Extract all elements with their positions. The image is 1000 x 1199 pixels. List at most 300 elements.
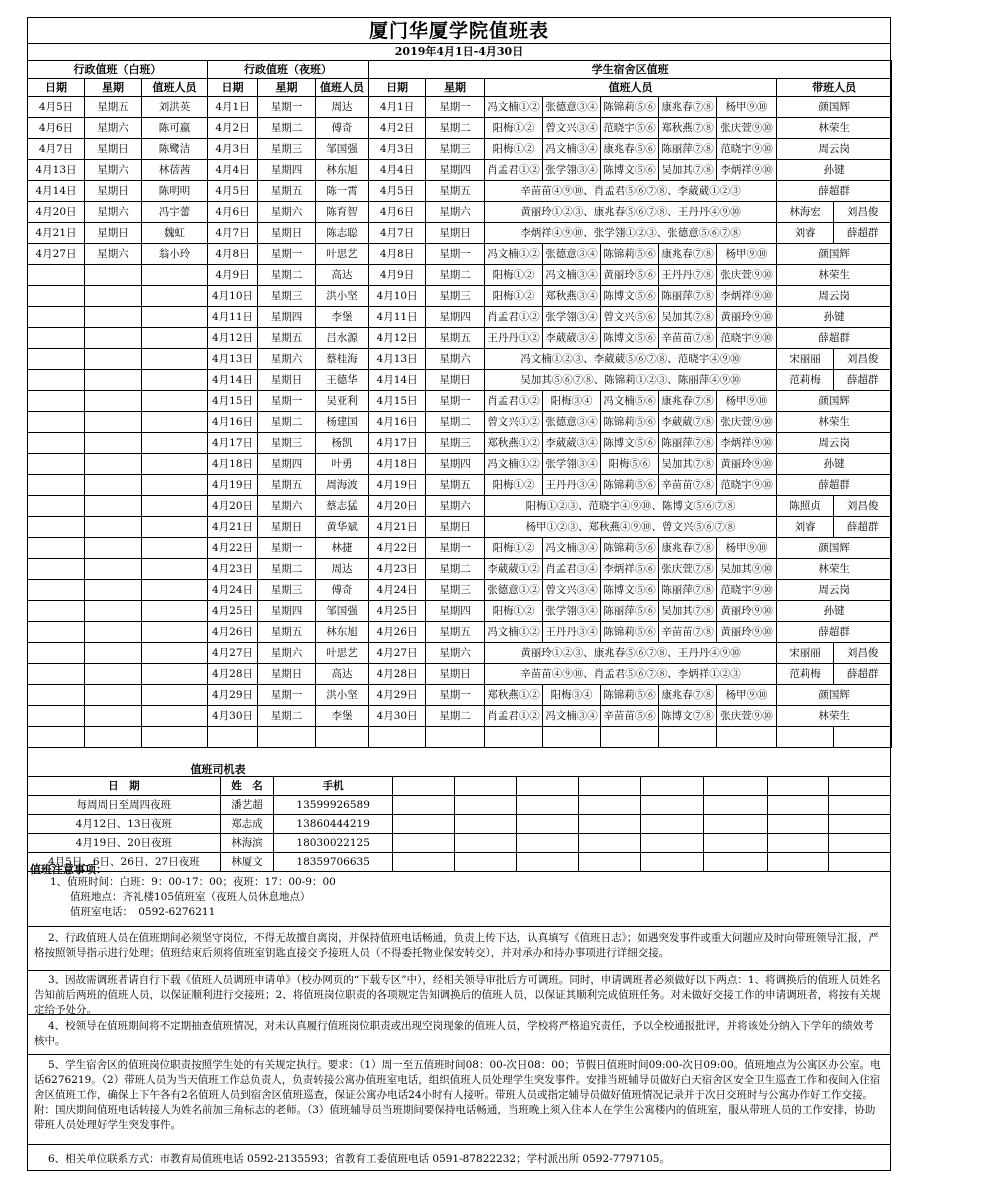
dorm-staff: 冯文楠③④ [543, 706, 601, 727]
dorm-staff: 吴加其⑦⑧ [659, 454, 717, 475]
night-staff: 王德华 [316, 370, 369, 391]
dorm-staff: 陈博文⑤⑥ [601, 328, 659, 349]
dorm-weekday: 星期四 [426, 307, 485, 328]
night-weekday: 星期三 [258, 286, 316, 307]
dorm-staff: 阳梅①② [485, 265, 543, 286]
night-date: 4月12日 [208, 328, 258, 349]
night-weekday: 星期二 [258, 118, 316, 139]
night-date: 4月3日 [208, 139, 258, 160]
col-date: 日期 [28, 79, 85, 97]
night-weekday: 星期四 [258, 454, 316, 475]
table-row [28, 454, 892, 475]
dorm-staff-merged: 黄丽玲①②③、康兆春⑤⑥⑦⑧、王丹丹④⑨⑩ [485, 643, 777, 664]
table-row [28, 160, 892, 181]
night-staff: 杨建国 [316, 412, 369, 433]
night-date: 4月9日 [208, 265, 258, 286]
night-date: 4月15日 [208, 391, 258, 412]
empty-cell [641, 853, 703, 872]
dorm-staff: 陈锦莉⑤⑥ [601, 412, 659, 433]
dorm-staff: 陈锦莉⑤⑥ [601, 538, 659, 559]
empty-cell [142, 643, 208, 664]
day-date: 4月20日 [28, 202, 85, 223]
table-row [28, 475, 892, 496]
dorm-date: 4月15日 [369, 391, 426, 412]
empty-cell [142, 580, 208, 601]
driver-date: 4月12日、13日夜班 [28, 815, 221, 834]
night-staff: 叶思艺 [316, 244, 369, 265]
dorm-weekday: 星期三 [426, 139, 485, 160]
dorm-weekday: 星期六 [426, 643, 485, 664]
dorm-staff: 张庆萱⑨⑩ [717, 265, 777, 286]
dorm-staff: 冯文楠①② [485, 622, 543, 643]
empty-cell [142, 433, 208, 454]
night-date: 4月2日 [208, 118, 258, 139]
empty-cell [28, 370, 85, 391]
table-row [28, 559, 892, 580]
empty-cell [485, 727, 543, 748]
empty-cell [85, 265, 142, 286]
empty-cell [28, 580, 85, 601]
dorm-staff-merged: 冯文楠①②③、李葳葳⑤⑥⑦⑧、范晓宇④⑨⑩ [485, 349, 777, 370]
night-weekday: 星期四 [258, 601, 316, 622]
dorm-staff: 王丹丹①② [485, 328, 543, 349]
col-date: 日期 [369, 79, 426, 97]
night-date: 4月30日 [208, 706, 258, 727]
lead-staff: 刘昌俊 [834, 349, 892, 370]
empty-cell [142, 685, 208, 706]
table-row [28, 118, 892, 139]
empty-cell [28, 664, 85, 685]
note-1-time: 1、值班时间：白班：9：00-17：00；夜班：17：00-9：00 [50, 876, 336, 888]
empty-cell [393, 834, 455, 853]
night-date: 4月29日 [208, 685, 258, 706]
night-weekday: 星期六 [258, 349, 316, 370]
empty-cell [85, 328, 142, 349]
empty-cell [393, 853, 455, 872]
night-staff: 周达 [316, 97, 369, 118]
empty-cell [28, 412, 85, 433]
table-row [28, 244, 892, 265]
dorm-staff: 郑秋燕⑦⑧ [659, 118, 717, 139]
empty-cell [517, 853, 579, 872]
empty-cell [28, 685, 85, 706]
night-weekday: 星期三 [258, 433, 316, 454]
dorm-weekday: 星期日 [426, 223, 485, 244]
dorm-staff: 张德意①② [485, 580, 543, 601]
lead-staff: 林海宏 [777, 202, 834, 223]
dorm-staff: 阳梅①② [485, 286, 543, 307]
dorm-staff: 陈博文⑤⑥ [601, 580, 659, 601]
dorm-date: 4月26日 [369, 622, 426, 643]
table-row [28, 706, 892, 727]
empty-cell [85, 580, 142, 601]
night-weekday: 星期三 [258, 580, 316, 601]
note-5-text: 5、学生宿舍区的值班岗位职责按照学生处的有关规定执行。要求：（1）周一至五值班时间08：00-次日08：00；节假日值班时间09:00-次日09:00。值班地点为公寓区办公室。电话6276219。（2）带班人员为当天值班工作总负责人，负责转接公寓办值班室电话，组织值班人员处理学生突发事件。安排当班辅导员做好白天宿舍区安全卫生巡查工作和夜间入住宿舍区值班工作，确保上下午各有2名值班人员到宿舍区值班巡查，保证公寓办电话24小时有人接听。带班人员或指定辅导员做好值班情况记录并于次日交班时与公寓办作好工作交接。附：国庆期间值班电话转接人为姓名前加三角标志的老师。（3）值班辅导员当班期间要保持电话畅通，当班晚上须入住本人在学生公寓楼内的值班室，服从带班人员的工作安排，协助带班人员处理好学生突发事件。 [34, 1059, 881, 1131]
duty-schedule-sheet [27, 17, 891, 1171]
note-1-place: 值班地点：齐礼楼105值班室（夜班人员休息地点） [70, 891, 311, 903]
note-5 [28, 1054, 890, 1142]
dorm-date: 4月22日 [369, 538, 426, 559]
empty-cell [85, 454, 142, 475]
dorm-staff: 冯文楠①② [485, 454, 543, 475]
empty-cell [142, 517, 208, 538]
night-staff: 蔡志猛 [316, 496, 369, 517]
night-weekday: 星期二 [258, 412, 316, 433]
night-weekday: 星期一 [258, 538, 316, 559]
empty-cell [28, 559, 85, 580]
dorm-staff: 郑秋燕③④ [543, 286, 601, 307]
empty-cell [142, 370, 208, 391]
dorm-staff-merged: 吴加其⑤⑥⑦⑧、陈锦莉①②③、陈丽萍④⑨⑩ [485, 370, 777, 391]
dorm-date: 4月30日 [369, 706, 426, 727]
day-staff: 陈明明 [142, 181, 208, 202]
dorm-date: 4月6日 [369, 202, 426, 223]
dorm-weekday: 星期一 [426, 538, 485, 559]
dorm-staff: 黄丽玲⑤⑥ [601, 265, 659, 286]
lead-staff: 薛超群 [834, 517, 892, 538]
empty-cell [316, 727, 369, 748]
col-date: 日期 [208, 79, 258, 97]
table-row [28, 391, 892, 412]
lead-staff: 刘睿 [777, 517, 834, 538]
table-row [28, 412, 892, 433]
empty-cell [767, 796, 828, 815]
lead-staff: 范莉梅 [777, 370, 834, 391]
dorm-staff: 陈丽萍⑦⑧ [659, 433, 717, 454]
empty-cell [828, 815, 890, 834]
empty-cell [767, 834, 828, 853]
night-weekday: 星期日 [258, 370, 316, 391]
lead-staff: 林荣生 [777, 412, 892, 433]
table-row [28, 139, 892, 160]
dorm-date: 4月21日 [369, 517, 426, 538]
dorm-staff: 张学翎③④ [543, 160, 601, 181]
night-staff: 邹国强 [316, 139, 369, 160]
dorm-staff-merged: 杨甲①②③、郑秋燕④⑨⑩、曾文兴⑤⑥⑦⑧ [485, 517, 777, 538]
lead-staff: 薛超群 [777, 328, 892, 349]
note-6 [28, 1144, 890, 1171]
dorm-staff: 张学翎③④ [543, 454, 601, 475]
night-staff: 高达 [316, 265, 369, 286]
empty-cell [142, 664, 208, 685]
dorm-staff: 李葳葳③④ [543, 328, 601, 349]
day-weekday: 星期五 [85, 97, 142, 118]
lead-staff: 刘昌俊 [834, 202, 892, 223]
driver-row [28, 853, 891, 872]
table-row [28, 601, 892, 622]
dorm-staff: 李炳祥⑨⑩ [717, 160, 777, 181]
dorm-staff: 陈博文⑤⑥ [601, 286, 659, 307]
empty-cell [828, 796, 890, 815]
dorm-weekday: 星期二 [426, 265, 485, 286]
night-staff: 吕水源 [316, 328, 369, 349]
lead-staff: 颜国辉 [777, 538, 892, 559]
dorm-weekday: 星期二 [426, 118, 485, 139]
driver-name: 郑志成 [220, 815, 274, 834]
table-row [28, 727, 892, 748]
dorm-staff: 黄丽玲⑨⑩ [717, 622, 777, 643]
lead-staff: 林荣生 [777, 118, 892, 139]
note-4 [28, 1014, 890, 1052]
empty-cell [28, 454, 85, 475]
driver-table-title: 值班司机表 [190, 763, 246, 776]
dorm-staff: 李炳祥⑨⑩ [717, 286, 777, 307]
night-weekday: 星期三 [258, 139, 316, 160]
night-staff: 高达 [316, 664, 369, 685]
dorm-weekday: 星期二 [426, 412, 485, 433]
dorm-weekday: 星期一 [426, 97, 485, 118]
empty-cell [85, 370, 142, 391]
lead-staff: 薛超群 [834, 664, 892, 685]
page-title: 厦门华厦学院值班表 [28, 18, 890, 44]
night-weekday: 星期日 [258, 517, 316, 538]
empty-cell [85, 559, 142, 580]
empty-cell [85, 496, 142, 517]
day-date: 4月7日 [28, 139, 85, 160]
empty-cell [142, 706, 208, 727]
driver-col-date: 日 期 [28, 777, 221, 796]
night-date: 4月1日 [208, 97, 258, 118]
dorm-staff: 范晓宇⑤⑥ [601, 118, 659, 139]
night-date: 4月10日 [208, 286, 258, 307]
dorm-staff: 张学翎③④ [543, 601, 601, 622]
empty-cell [579, 796, 641, 815]
empty-cell [85, 349, 142, 370]
empty-cell [517, 796, 579, 815]
dorm-weekday: 星期四 [426, 160, 485, 181]
dorm-staff: 王丹丹③④ [543, 622, 601, 643]
col-lead: 带班人员 [777, 79, 892, 97]
dorm-staff: 康兆春⑦⑧ [659, 685, 717, 706]
lead-staff: 刘昌俊 [834, 496, 892, 517]
dorm-staff: 肖孟君③④ [543, 559, 601, 580]
night-weekday: 星期五 [258, 475, 316, 496]
table-row [28, 664, 892, 685]
day-staff: 陈可嬴 [142, 118, 208, 139]
night-date: 4月19日 [208, 475, 258, 496]
empty-cell [142, 328, 208, 349]
dorm-staff: 张庆萱⑨⑩ [717, 118, 777, 139]
empty-cell [85, 517, 142, 538]
night-staff: 周达 [316, 559, 369, 580]
dorm-staff: 阳梅①② [485, 139, 543, 160]
dorm-staff: 冯文楠③④ [543, 139, 601, 160]
empty-cell [142, 265, 208, 286]
driver-col-name: 姓 名 [220, 777, 274, 796]
empty-cell [208, 727, 258, 748]
dorm-staff: 张学翎③④ [543, 307, 601, 328]
night-weekday: 星期一 [258, 244, 316, 265]
dorm-date: 4月17日 [369, 433, 426, 454]
dorm-staff: 王丹丹⑦⑧ [659, 265, 717, 286]
note-2-text: 2、行政值班人员在值班期间必须坚守岗位，不得无故擅自离岗，并保持值班电话畅通，负责上传下达，认真填写《值班日志》；如遇突发事件或重大问题应及时向带班领导汇报，严格按照领导指示进行处理；值班结束后须将值班室钥匙直接交予接班人员（不得委托物业保安转交），并对承办和待办事项进行详细交接。 [34, 932, 879, 959]
empty-cell [517, 815, 579, 834]
note-4-text: 4、校领导在值班期间将不定期抽查值班情况，对未认真履行值班岗位职责或出现空岗现象的值班人员，学校将严格追究责任，予以全校通报批评，并将该处分纳入下学年的绩效考核中。 [34, 1020, 874, 1047]
empty-cell [834, 727, 892, 748]
night-staff: 杨凯 [316, 433, 369, 454]
dorm-staff: 曾文兴③④ [543, 580, 601, 601]
day-staff: 刘洪英 [142, 97, 208, 118]
empty-cell [703, 834, 767, 853]
night-staff: 洪小坚 [316, 685, 369, 706]
dorm-staff: 陈博文⑤⑥ [601, 160, 659, 181]
dorm-staff: 冯文楠⑤⑥ [601, 391, 659, 412]
empty-cell [142, 391, 208, 412]
dorm-staff: 杨甲⑨⑩ [717, 538, 777, 559]
dorm-staff: 张庆萱⑨⑩ [717, 412, 777, 433]
note-6-text: 6、相关单位联系方式：市教育局值班电话 0592-2135593；省教育工委值班电话 0591-87822232；学村派出所 0592-7797105。 [48, 1153, 670, 1165]
night-weekday: 星期四 [258, 160, 316, 181]
dorm-staff: 陈丽萍⑦⑧ [659, 286, 717, 307]
night-date: 4月20日 [208, 496, 258, 517]
table-row [28, 307, 892, 328]
empty-cell [393, 815, 455, 834]
dorm-staff: 康兆春⑦⑧ [659, 244, 717, 265]
day-weekday: 星期六 [85, 160, 142, 181]
dorm-date: 4月11日 [369, 307, 426, 328]
dorm-staff: 曾文兴⑤⑥ [601, 307, 659, 328]
night-staff: 吴亚利 [316, 391, 369, 412]
dorm-staff: 阳梅③④ [543, 391, 601, 412]
empty-cell [85, 727, 142, 748]
table-row [28, 517, 892, 538]
empty-cell [28, 727, 85, 748]
empty-cell [369, 727, 426, 748]
night-date: 4月24日 [208, 580, 258, 601]
dorm-staff: 冯文楠③④ [543, 265, 601, 286]
driver-phone: 13599926589 [274, 796, 393, 815]
night-staff: 李堡 [316, 307, 369, 328]
dorm-staff: 范晓宇⑨⑩ [717, 475, 777, 496]
empty-cell [28, 601, 85, 622]
empty-cell [142, 727, 208, 748]
dorm-staff: 黄丽玲⑨⑩ [717, 601, 777, 622]
driver-name: 林海滨 [220, 834, 274, 853]
empty-cell [142, 496, 208, 517]
dorm-staff: 肖孟君①② [485, 391, 543, 412]
dorm-staff: 康兆春⑤⑥ [601, 139, 659, 160]
dorm-staff: 阳梅①② [485, 601, 543, 622]
driver-table [27, 776, 891, 872]
lead-staff: 宋丽丽 [777, 643, 834, 664]
table-row [28, 622, 892, 643]
dorm-staff: 吴加其⑦⑧ [659, 601, 717, 622]
driver-row [28, 796, 891, 815]
day-date: 4月6日 [28, 118, 85, 139]
lead-staff: 宋丽丽 [777, 349, 834, 370]
empty-cell [28, 391, 85, 412]
lead-staff: 孙键 [777, 454, 892, 475]
empty-cell [28, 475, 85, 496]
dorm-staff: 吴加其⑦⑧ [659, 160, 717, 181]
empty-cell [703, 815, 767, 834]
night-weekday: 星期一 [258, 97, 316, 118]
night-weekday: 星期日 [258, 664, 316, 685]
dorm-staff: 吴加其⑦⑧ [659, 307, 717, 328]
col-weekday: 星期 [85, 79, 142, 97]
dorm-weekday: 星期五 [426, 475, 485, 496]
table-row [28, 286, 892, 307]
dorm-staff: 张德意③④ [543, 244, 601, 265]
table-row [28, 202, 892, 223]
dorm-date: 4月24日 [369, 580, 426, 601]
empty-cell [455, 796, 517, 815]
night-staff: 林捷 [316, 538, 369, 559]
dorm-weekday: 星期五 [426, 181, 485, 202]
empty-cell [85, 685, 142, 706]
dorm-date: 4月20日 [369, 496, 426, 517]
lead-staff: 颜国辉 [777, 391, 892, 412]
day-staff: 冯宇蕾 [142, 202, 208, 223]
dorm-header: 学生宿舍区值班 [369, 61, 892, 79]
empty-cell [142, 475, 208, 496]
empty-cell [28, 538, 85, 559]
night-staff: 傅奇 [316, 580, 369, 601]
lead-staff: 周云岗 [777, 580, 892, 601]
dorm-date: 4月7日 [369, 223, 426, 244]
dorm-staff: 张庆萱⑦⑧ [659, 559, 717, 580]
lead-staff: 薛超群 [777, 475, 892, 496]
lead-staff: 刘睿 [777, 223, 834, 244]
empty-cell [543, 727, 601, 748]
driver-phone: 18359706635 [274, 853, 393, 872]
empty-cell [142, 601, 208, 622]
lead-staff: 林荣生 [777, 706, 892, 727]
empty-cell [28, 496, 85, 517]
dorm-staff: 肖孟君①② [485, 160, 543, 181]
admin-night-header: 行政值班（夜班） [208, 61, 369, 79]
day-staff: 陈鹭洁 [142, 139, 208, 160]
empty-cell [142, 538, 208, 559]
day-staff: 林蓓茜 [142, 160, 208, 181]
dorm-date: 4月2日 [369, 118, 426, 139]
dorm-staff: 李葳葳③④ [543, 433, 601, 454]
dorm-weekday: 星期一 [426, 685, 485, 706]
col-staff: 值班人员 [142, 79, 208, 97]
dorm-staff: 郑秋燕①② [485, 685, 543, 706]
night-weekday: 星期四 [258, 307, 316, 328]
empty-cell [28, 265, 85, 286]
day-staff: 魏虹 [142, 223, 208, 244]
night-weekday: 星期一 [258, 685, 316, 706]
dorm-staff: 辛苗苗⑤⑥ [601, 706, 659, 727]
night-weekday: 星期六 [258, 496, 316, 517]
driver-name: 林厦文 [220, 853, 274, 872]
dorm-weekday: 星期四 [426, 601, 485, 622]
dorm-staff: 吴加其⑨⑩ [717, 559, 777, 580]
dorm-staff-merged: 黄丽玲①②③、康兆春⑤⑥⑦⑧、王丹丹④⑨⑩ [485, 202, 777, 223]
night-date: 4月28日 [208, 664, 258, 685]
empty-cell [28, 622, 85, 643]
empty-cell [767, 853, 828, 872]
empty-cell [85, 538, 142, 559]
date-range: 2019年4月1日-4月30日 [394, 45, 524, 58]
table-row [28, 265, 892, 286]
dorm-staff: 黄丽玲⑨⑩ [717, 454, 777, 475]
dorm-staff: 李炳祥⑤⑥ [601, 559, 659, 580]
empty-cell [85, 391, 142, 412]
night-staff: 邹国强 [316, 601, 369, 622]
empty-cell [85, 664, 142, 685]
table-row [28, 433, 892, 454]
dorm-weekday: 星期日 [426, 664, 485, 685]
lead-staff: 周云岗 [777, 139, 892, 160]
night-staff: 叶思艺 [316, 643, 369, 664]
lead-staff: 颜国辉 [777, 685, 892, 706]
dorm-date: 4月23日 [369, 559, 426, 580]
empty-cell [641, 834, 703, 853]
day-weekday: 星期日 [85, 223, 142, 244]
